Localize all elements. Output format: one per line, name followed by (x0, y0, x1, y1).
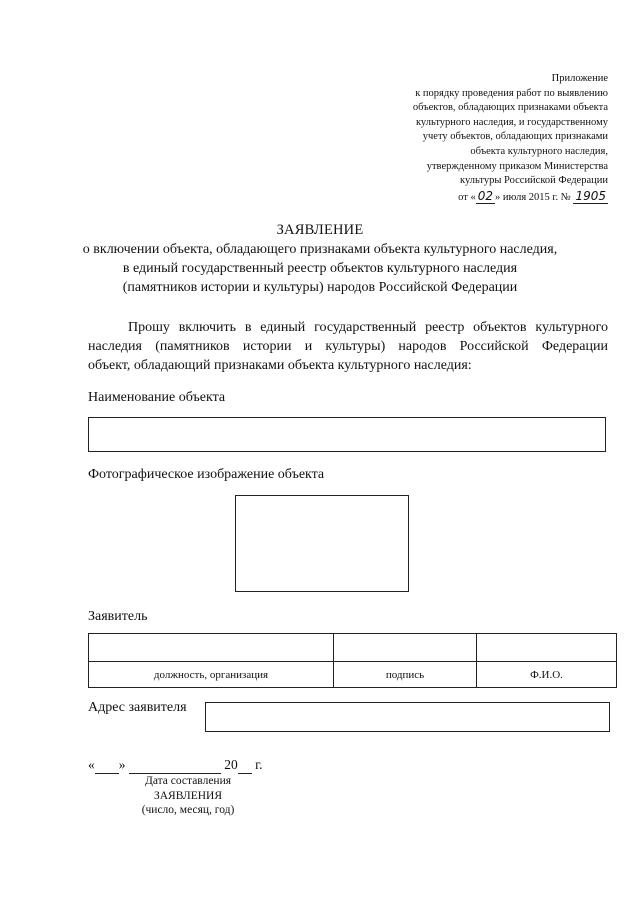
address-field[interactable] (205, 702, 610, 732)
applicant-position-caption: должность, организация (89, 662, 334, 688)
date-year-prefix: 20 (224, 757, 238, 772)
address-label: Адрес заявителя (88, 700, 187, 715)
title-heading: ЗАЯВЛЕНИЕ (276, 222, 364, 238)
applicant-position-field[interactable] (89, 634, 334, 662)
appendix-line: объекта культурного наследия, (470, 145, 608, 157)
date-year-field[interactable] (238, 757, 252, 774)
request-line: объект, обладающий признаками объекта культурного наследия: (88, 358, 472, 373)
appendix-order-number: 1905 (575, 188, 606, 203)
title-line: (памятников истории и культуры) народов Российской Федерации (122, 280, 518, 295)
applicant-fullname-caption: Ф.И.О. (477, 662, 617, 688)
request-paragraph (88, 318, 608, 375)
appendix-line: объектов, обладающих признаками объекта (412, 102, 608, 114)
title-line: в единый государственный реестр объектов культурного наследия (122, 261, 518, 276)
date-caption-line: Дата составления (144, 775, 232, 787)
document-title (0, 221, 640, 297)
appendix-line: утвержденному приказом Министерства (426, 160, 608, 172)
applicant-label: Заявитель (88, 609, 148, 624)
date-open-quote: « (88, 757, 95, 772)
appendix-header (308, 72, 608, 205)
request-line: наследия (памятников истории и культуры) народов Российской Федерации (88, 339, 608, 354)
date-close-quote: » (118, 757, 126, 772)
object-name-label: Наименование объекта (88, 390, 226, 405)
appendix-line: к порядку проведения работ по выявлению (415, 87, 608, 99)
appendix-date-day: 02 (477, 188, 494, 203)
appendix-line: учету объектов, обладающих признаками (422, 131, 608, 143)
appendix-date-prefix: от « (458, 191, 476, 203)
date-month-field[interactable] (129, 757, 221, 774)
applicant-table (88, 633, 617, 688)
photo-label: Фотографическое изображение объекта (88, 467, 325, 482)
date-year-suffix: г. (255, 757, 263, 772)
applicant-signature-caption: подпись (334, 662, 477, 688)
photo-field[interactable] (235, 495, 409, 592)
appendix-line: культуры Российской Федерации (460, 175, 608, 187)
date-day-field[interactable] (95, 757, 119, 774)
object-name-field[interactable] (88, 417, 606, 452)
appendix-line: культурного наследия, и государственному (415, 116, 608, 128)
appendix-date-line (458, 188, 608, 203)
date-caption-line: ЗАЯВЛЕНИЯ (153, 789, 223, 802)
date-caption-line: (число, месяц, год) (141, 804, 235, 816)
title-line: о включении объекта, обладающего признаками объекта культурного наследия, (82, 242, 558, 257)
applicant-signature-field[interactable] (334, 634, 477, 662)
date-line (88, 757, 263, 774)
applicant-fullname-field[interactable] (477, 634, 617, 662)
appendix-line: Приложение (551, 73, 608, 84)
date-caption (108, 774, 268, 818)
appendix-date-middle: » июля 2015 г. № (495, 191, 571, 203)
request-line: Прошу включить в единый государственный реестр объектов культурного (128, 320, 608, 335)
